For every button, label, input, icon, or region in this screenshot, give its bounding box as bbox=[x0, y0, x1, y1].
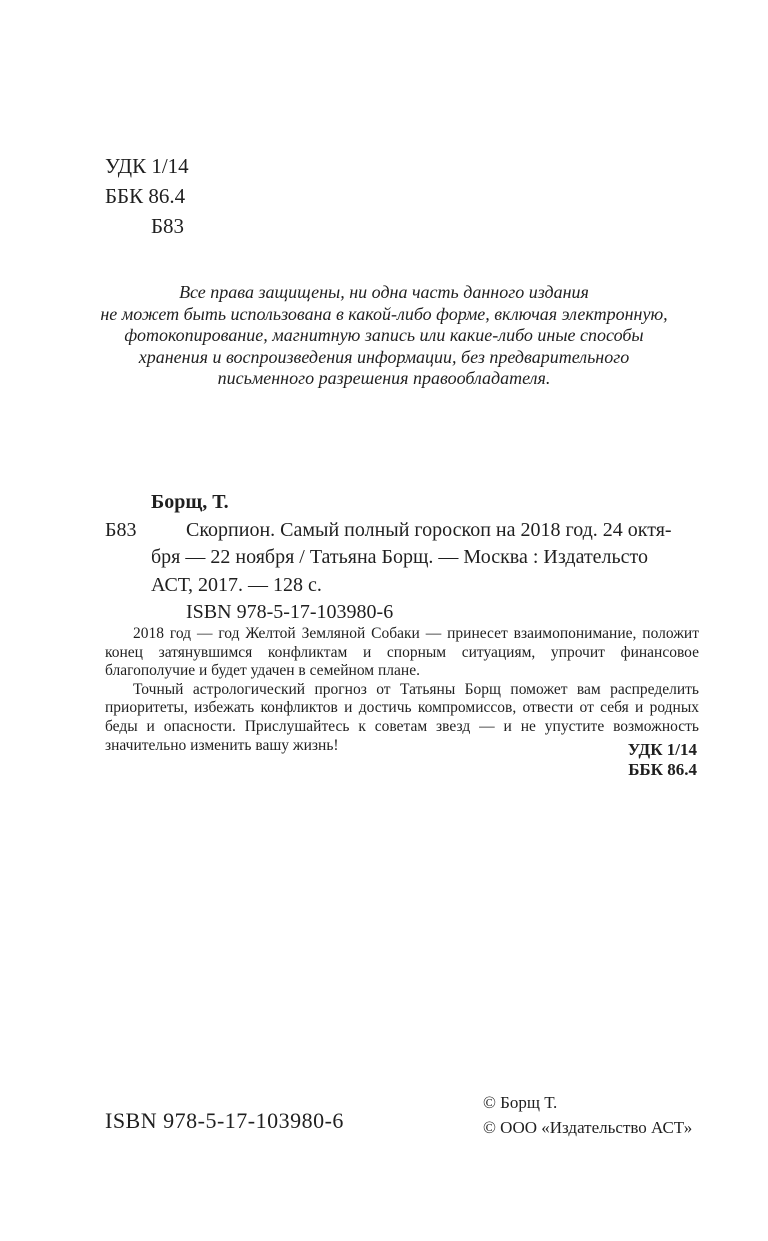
catalog-entry-line: АСТ, 2017. — 128 с. bbox=[151, 573, 322, 596]
copyright-publisher: © ООО «Издательство АСТ» bbox=[483, 1118, 693, 1137]
rights-notice-line: фотокопирование, магнитную запись или какие-либо иные способы bbox=[124, 325, 644, 345]
rights-notice-line: хранения и воспроизведения информации, без предварительного bbox=[138, 346, 630, 367]
catalog-isbn: ISBN 978-5-17-103980-6 bbox=[186, 601, 394, 623]
rights-notice bbox=[0, 282, 768, 390]
catalog-card bbox=[105, 489, 699, 627]
rights-notice-line: письменного разрешения правообладателя. bbox=[217, 368, 551, 388]
footer-classification-codes bbox=[105, 740, 697, 780]
footer-isbn: ISBN 978-5-17-103980-6 bbox=[105, 1108, 344, 1133]
footer-copyrights bbox=[483, 1090, 692, 1140]
bbk-code-bottom: ББК 86.4 bbox=[628, 760, 697, 779]
header-classification-codes bbox=[105, 151, 189, 241]
catalog-card-body bbox=[151, 489, 699, 627]
catalog-entry-line: Скорпион. Самый полный гороскоп на 2018 год. 24 октя- bbox=[186, 518, 672, 541]
rights-notice-line: Все права защищены, ни одна часть данного издания bbox=[179, 282, 589, 302]
rights-notice-line: не может быть использована в какой-либо форме, включая электронную, bbox=[100, 303, 668, 324]
catalog-author: Борщ, Т. bbox=[151, 491, 229, 513]
annotation-paragraph: Точный астрологический прогноз от Татьяны Борщ поможет вам распределить приоритеты, избежать конфликтов и достичь компромиссов, отвести от себя и родных беды и опасности. Прислушайтесь к советам звезд — и не упустите возможность значительно изменить вашу жизнь! bbox=[105, 680, 699, 754]
catalog-entry-line: бря — 22 ноября / Татьяна Борщ. — Москва : Издательсто bbox=[151, 546, 649, 568]
annotation-paragraph: 2018 год — год Желтой Земляной Собаки — принесет взаимопонимание, положит конец затянувшимся конфликтам и спорным ситуациям, упрочит финансовое благополучие и будет удачен в семейном плане. bbox=[105, 625, 699, 680]
bbk-code: ББК 86.4 bbox=[105, 184, 186, 208]
annotation bbox=[105, 625, 699, 755]
author-sign-code: Б83 bbox=[151, 214, 185, 238]
udk-code: УДК 1/14 bbox=[105, 154, 189, 178]
catalog-author-code: Б83 bbox=[105, 518, 137, 541]
copyright-author: © Борщ Т. bbox=[483, 1093, 558, 1112]
udk-code-bottom: УДК 1/14 bbox=[627, 740, 697, 759]
